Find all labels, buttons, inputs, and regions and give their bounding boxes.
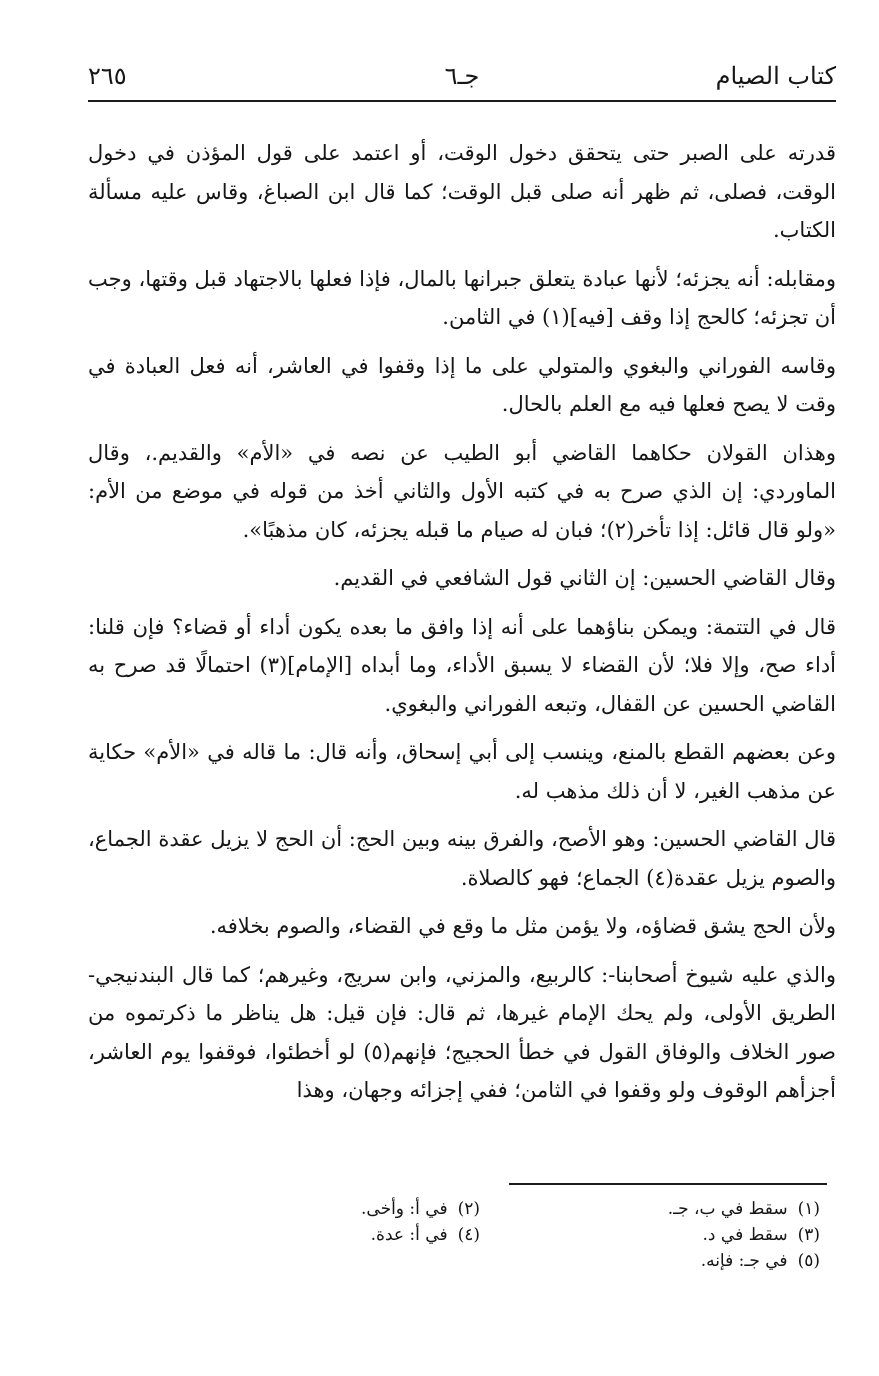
- footnote-number: (١): [797, 1199, 820, 1219]
- footnote-number: (٥): [797, 1251, 820, 1271]
- header-rule: [88, 100, 836, 102]
- paragraph: ولأن الحج يشق قضاؤه، ولا يؤمن مثل ما وقع في القضاء، والصوم بخلافه.: [209, 914, 836, 938]
- paragraph: قال في التتمة: ويمكن بناؤهما على أنه إذا وافق ما بعده يكون أداء أو قضاء؟ فإن قلنا: أداء صح، وإلا فلا؛ لأن القضاء لا يسبق الأداء، وما أبداه [الإمام](٣) احتمالًا قد صرح به القاضي الحسين عن القفال، وتبعه الفوراني والبغوي.: [88, 614, 837, 716]
- paragraph: وهذان القولان حكاهما القاضي أبو الطيب عن نصه في «الأم» والقديم.، وقال الماوردي: إن الذي صرح به في كتبه الأول والثاني أخذ من قوله في موضع من الأم: «ولو قال قائل: إذا تأخر(٢)؛ فبان له صيام ما قبله يجزئه، كان مذهبًا».: [88, 440, 836, 542]
- footnote: [703, 1222, 820, 1248]
- volume-label: جـ٦: [444, 62, 480, 90]
- paragraph: قال القاضي الحسين: وهو الأصح، والفرق بينه وبين الحج: أن الحج لا يزيل عقدة الجماع، والصوم يزيل عقدة(٤) الجماع؛ فهو كالصلاة.: [88, 827, 836, 890]
- main-text: [88, 134, 836, 1120]
- footnote-text: في أ: عدة.: [370, 1225, 448, 1245]
- page-number: ٢٦٥: [88, 62, 127, 90]
- paragraph: وقال القاضي الحسين: إن الثاني قول الشافعي في القديم.: [333, 566, 836, 590]
- paragraph: وقاسه الفوراني والبغوي والمتولي على ما إذا وقفوا في العاشر، أنه فعل العبادة في وقت لا يصح فعلها فيه مع العلم بالحال.: [88, 353, 836, 416]
- footnote: [361, 1196, 480, 1222]
- footnote-number: (٣): [797, 1225, 820, 1245]
- paragraph: ومقابله: أنه يجزئه؛ لأنها عبادة يتعلق جبرانها بالمال، فإذا فعلها بالاجتهاد قبل وقتها، وجب أن تجزئه؛ كالحج إذا وقف [فيه](١) في الثامن.: [88, 266, 836, 329]
- footnote: [668, 1196, 820, 1222]
- footnote-number: (٤): [457, 1225, 480, 1245]
- paragraph: والذي عليه شيوخ أصحابنا-: كالربيع، والمزني، وابن سريج، وغيرهم؛ كما قال البندنيجي- الطريق الأولى، ولم يحك الإمام غيرها، ثم قال: فإن قيل: هل يناظر ما ذكرتموه من صور الخلاف والوفاق القول في خطأ الحجيج؛ فإنهم(٥) لو أخطئوا، فوقفوا يوم العاشر، أجزأهم الوقوف ولو وقفوا في الثامن؛ ففي إجزائه وجهان، وهذا: [88, 962, 836, 1102]
- paragraph: قدرته على الصبر حتى يتحقق دخول الوقت، أو اعتمد على قول المؤذن في دخول الوقت، فصلى، ثم ظهر أنه صلى قبل الوقت؛ كما قال ابن الصباغ، وقاس عليه مسألة الكتاب.: [88, 141, 836, 242]
- footnote-number: (٢): [457, 1199, 480, 1219]
- footnote-text: سقط في ب، جـ.: [667, 1199, 788, 1219]
- chapter-title: كتاب الصيام: [715, 62, 836, 90]
- paragraph: وعن بعضهم القطع بالمنع، وينسب إلى أبي إسحاق، وأنه قال: ما قاله في «الأم» حكاية عن مذهب الغير، لا أن ذلك مذهب له.: [88, 740, 836, 803]
- footnote-text: في جـ: فإنه.: [700, 1251, 788, 1271]
- footnotes: [300, 1196, 820, 1292]
- footnote-rule: [509, 1183, 827, 1185]
- footnote-text: سقط في د.: [702, 1225, 788, 1245]
- footnote-text: في أ: وأخى.: [361, 1199, 448, 1219]
- footnote: [371, 1222, 480, 1248]
- running-head: [88, 58, 836, 94]
- footnote: [701, 1248, 820, 1274]
